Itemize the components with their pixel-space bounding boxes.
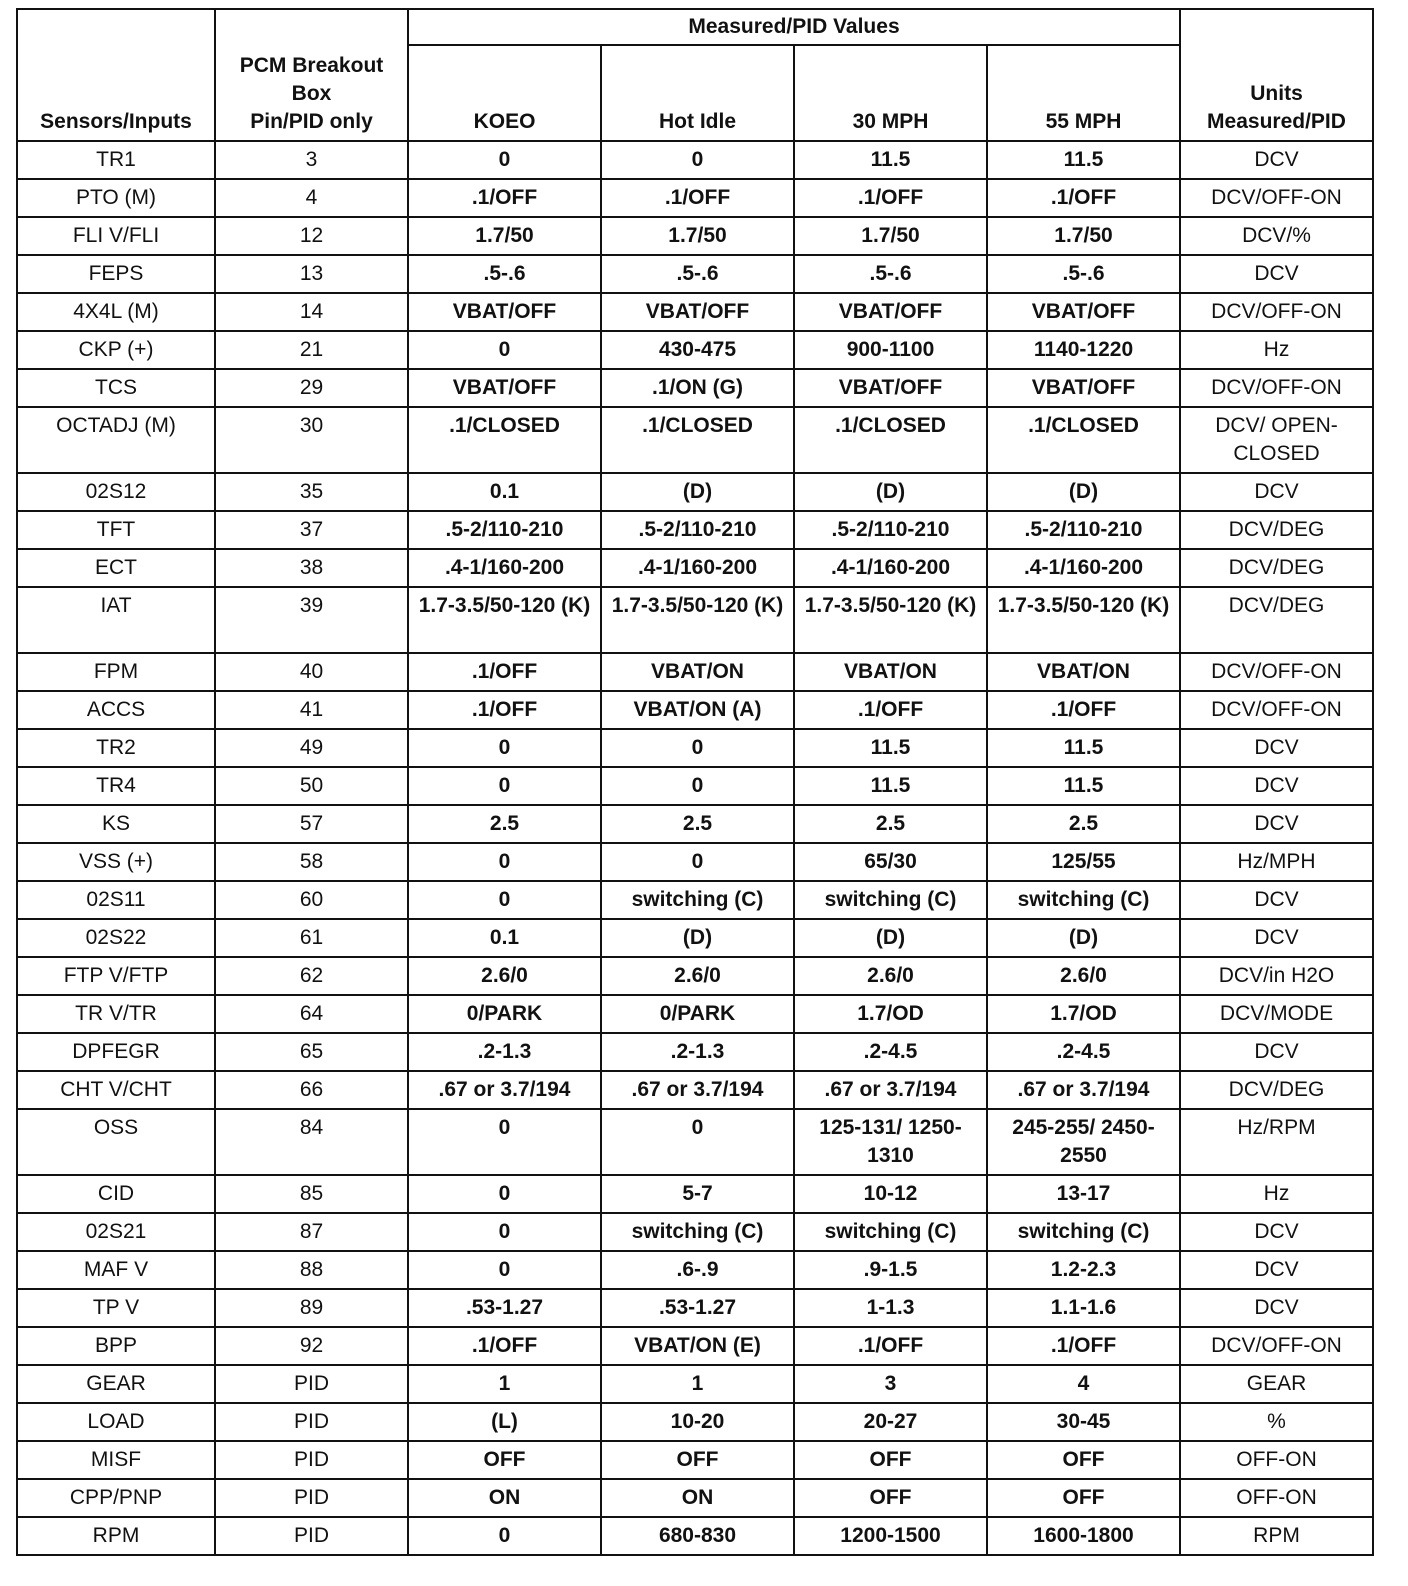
units-cell: DCV/in H2O: [1180, 957, 1373, 995]
hot-idle-value-cell: 1: [601, 1365, 794, 1403]
units-cell: DCV: [1180, 255, 1373, 293]
30-mph-value-cell: 1.7-3.5/50-120 (K): [794, 587, 987, 653]
55-mph-value-cell: 4: [987, 1365, 1180, 1403]
koeo-value-cell: .1/OFF: [408, 1327, 601, 1365]
55-mph-value-cell: (D): [987, 919, 1180, 957]
koeo-value-cell: 0: [408, 1517, 601, 1555]
hot-idle-value-cell: 5-7: [601, 1175, 794, 1213]
hot-idle-value-cell: .1/OFF: [601, 179, 794, 217]
pin-pid-cell: PID: [215, 1403, 408, 1441]
55-mph-value-cell: 1.7/50: [987, 217, 1180, 255]
sensor-name-cell: 02S22: [17, 919, 215, 957]
koeo-value-cell: .1/OFF: [408, 179, 601, 217]
pin-pid-cell: 57: [215, 805, 408, 843]
units-cell: DCV: [1180, 1251, 1373, 1289]
table-row: [17, 1251, 1373, 1289]
units-cell: DCV: [1180, 1033, 1373, 1071]
table-row: [17, 293, 1373, 331]
table-row: [17, 995, 1373, 1033]
55-mph-value-cell: 13-17: [987, 1175, 1180, 1213]
table-row: [17, 407, 1373, 473]
30-mph-value-cell: 11.5: [794, 141, 987, 179]
table-row: [17, 179, 1373, 217]
pin-pid-cell: PID: [215, 1365, 408, 1403]
hot-idle-value-cell: .5-2/110-210: [601, 511, 794, 549]
table-row: [17, 549, 1373, 587]
55-mph-value-cell: 1.7-3.5/50-120 (K): [987, 587, 1180, 653]
30-mph-value-cell: VBAT/OFF: [794, 293, 987, 331]
55-mph-header: 55 MPH: [987, 45, 1180, 141]
koeo-value-cell: .1/OFF: [408, 653, 601, 691]
units-cell: %: [1180, 1403, 1373, 1441]
sensor-name-cell: FEPS: [17, 255, 215, 293]
30-mph-value-cell: switching (C): [794, 1213, 987, 1251]
koeo-value-cell: (L): [408, 1403, 601, 1441]
30-mph-value-cell: 900-1100: [794, 331, 987, 369]
55-mph-value-cell: OFF: [987, 1479, 1180, 1517]
30-mph-value-cell: 1.7/OD: [794, 995, 987, 1033]
table-header: [17, 9, 1373, 141]
hot-idle-value-cell: .53-1.27: [601, 1289, 794, 1327]
sensor-name-cell: 02S12: [17, 473, 215, 511]
sensor-name-cell: VSS (+): [17, 843, 215, 881]
pin-pid-cell: 3: [215, 141, 408, 179]
55-mph-value-cell: 1140-1220: [987, 331, 1180, 369]
30-mph-value-cell: 20-27: [794, 1403, 987, 1441]
table-row: [17, 1213, 1373, 1251]
30-mph-value-cell: 10-12: [794, 1175, 987, 1213]
30-mph-value-cell: (D): [794, 919, 987, 957]
units-cell: DCV/DEG: [1180, 1071, 1373, 1109]
pin-pid-cell: 4: [215, 179, 408, 217]
table-row: [17, 729, 1373, 767]
sensor-name-cell: MAF V: [17, 1251, 215, 1289]
units-cell: DCV/OFF-ON: [1180, 691, 1373, 729]
55-mph-value-cell: 125/55: [987, 843, 1180, 881]
sensor-name-cell: TR4: [17, 767, 215, 805]
hot-idle-value-cell: .2-1.3: [601, 1033, 794, 1071]
koeo-value-cell: 1.7/50: [408, 217, 601, 255]
table-row: [17, 141, 1373, 179]
30-mph-value-cell: 125-131/ 1250-1310: [794, 1109, 987, 1175]
sensor-name-cell: CID: [17, 1175, 215, 1213]
units-cell: DCV/%: [1180, 217, 1373, 255]
table-row: [17, 957, 1373, 995]
sensor-name-cell: TR V/TR: [17, 995, 215, 1033]
hot-idle-value-cell: 0/PARK: [601, 995, 794, 1033]
sensor-name-cell: 02S21: [17, 1213, 215, 1251]
units-cell: DCV: [1180, 919, 1373, 957]
pin-pid-cell: 62: [215, 957, 408, 995]
table-row: [17, 1517, 1373, 1555]
55-mph-value-cell: 30-45: [987, 1403, 1180, 1441]
table-row: [17, 1109, 1373, 1175]
55-mph-value-cell: (D): [987, 473, 1180, 511]
koeo-value-cell: 0: [408, 1109, 601, 1175]
sensor-name-cell: IAT: [17, 587, 215, 653]
koeo-value-cell: .2-1.3: [408, 1033, 601, 1071]
pin-pid-cell: 21: [215, 331, 408, 369]
55-mph-value-cell: OFF: [987, 1441, 1180, 1479]
hot-idle-value-cell: 1.7-3.5/50-120 (K): [601, 587, 794, 653]
table-row: [17, 511, 1373, 549]
hot-idle-value-cell: 2.5: [601, 805, 794, 843]
hot-idle-value-cell: 0: [601, 843, 794, 881]
koeo-value-cell: .5-.6: [408, 255, 601, 293]
pin-pid-cell: 88: [215, 1251, 408, 1289]
koeo-value-cell: 0: [408, 331, 601, 369]
units-cell: DCV/OFF-ON: [1180, 1327, 1373, 1365]
55-mph-value-cell: .1/OFF: [987, 691, 1180, 729]
sensor-name-cell: CKP (+): [17, 331, 215, 369]
55-mph-value-cell: .5-2/110-210: [987, 511, 1180, 549]
units-cell: DCV: [1180, 729, 1373, 767]
30-mph-value-cell: .1/OFF: [794, 179, 987, 217]
55-mph-value-cell: 1.7/OD: [987, 995, 1180, 1033]
pin-pid-cell: 84: [215, 1109, 408, 1175]
koeo-value-cell: 0: [408, 1213, 601, 1251]
55-mph-value-cell: 11.5: [987, 767, 1180, 805]
sensor-name-cell: TP V: [17, 1289, 215, 1327]
30-mph-value-cell: OFF: [794, 1479, 987, 1517]
pin-pid-cell: PID: [215, 1441, 408, 1479]
units-cell: DCV/ OPEN-CLOSED: [1180, 407, 1373, 473]
sensor-name-cell: MISF: [17, 1441, 215, 1479]
units-cell: DCV/DEG: [1180, 587, 1373, 653]
30-mph-value-cell: VBAT/ON: [794, 653, 987, 691]
table-row: [17, 1479, 1373, 1517]
sensor-name-cell: FPM: [17, 653, 215, 691]
table-row: [17, 653, 1373, 691]
55-mph-value-cell: 1600-1800: [987, 1517, 1180, 1555]
30-mph-value-cell: .1/OFF: [794, 1327, 987, 1365]
sensor-name-cell: BPP: [17, 1327, 215, 1365]
hot-idle-value-cell: .5-.6: [601, 255, 794, 293]
55-mph-value-cell: 2.5: [987, 805, 1180, 843]
hot-idle-header: Hot Idle: [601, 45, 794, 141]
30-mph-value-cell: 1200-1500: [794, 1517, 987, 1555]
units-header: Units Measured/PID: [1180, 9, 1373, 141]
30-mph-value-cell: 65/30: [794, 843, 987, 881]
pin-pid-cell: 38: [215, 549, 408, 587]
table-row: [17, 767, 1373, 805]
55-mph-value-cell: .1/OFF: [987, 1327, 1180, 1365]
koeo-value-cell: 0.1: [408, 473, 601, 511]
pin-pid-cell: 13: [215, 255, 408, 293]
55-mph-value-cell: .4-1/160-200: [987, 549, 1180, 587]
koeo-value-cell: 1.7-3.5/50-120 (K): [408, 587, 601, 653]
koeo-value-cell: .1/OFF: [408, 691, 601, 729]
30-mph-value-cell: 11.5: [794, 767, 987, 805]
units-cell: DCV/DEG: [1180, 549, 1373, 587]
koeo-value-cell: VBAT/OFF: [408, 293, 601, 331]
pin-pid-cell: 87: [215, 1213, 408, 1251]
30-mph-value-cell: 2.5: [794, 805, 987, 843]
hot-idle-value-cell: ON: [601, 1479, 794, 1517]
hot-idle-value-cell: switching (C): [601, 881, 794, 919]
sensor-name-cell: ACCS: [17, 691, 215, 729]
pin-pid-cell: 89: [215, 1289, 408, 1327]
55-mph-value-cell: 11.5: [987, 141, 1180, 179]
30-mph-value-cell: 1-1.3: [794, 1289, 987, 1327]
pin-pid-cell: 14: [215, 293, 408, 331]
table-row: [17, 805, 1373, 843]
sensor-name-cell: LOAD: [17, 1403, 215, 1441]
koeo-value-cell: .67 or 3.7/194: [408, 1071, 601, 1109]
pin-pid-cell: 66: [215, 1071, 408, 1109]
sensor-name-cell: RPM: [17, 1517, 215, 1555]
sensor-name-cell: CPP/PNP: [17, 1479, 215, 1517]
koeo-header: KOEO: [408, 45, 601, 141]
sensor-name-cell: TR1: [17, 141, 215, 179]
hot-idle-value-cell: VBAT/ON (E): [601, 1327, 794, 1365]
hot-idle-value-cell: .1/ON (G): [601, 369, 794, 407]
sensor-name-cell: CHT V/CHT: [17, 1071, 215, 1109]
koeo-value-cell: .1/CLOSED: [408, 407, 601, 473]
55-mph-value-cell: .67 or 3.7/194: [987, 1071, 1180, 1109]
koeo-value-cell: 2.5: [408, 805, 601, 843]
units-cell: Hz: [1180, 1175, 1373, 1213]
30-mph-value-cell: 11.5: [794, 729, 987, 767]
30-mph-value-cell: switching (C): [794, 881, 987, 919]
sensor-name-cell: KS: [17, 805, 215, 843]
pcm-breakout-box-header: PCM Breakout Box Pin/PID only: [215, 9, 408, 141]
units-cell: DCV: [1180, 473, 1373, 511]
hot-idle-value-cell: 2.6/0: [601, 957, 794, 995]
sensor-name-cell: OSS: [17, 1109, 215, 1175]
units-cell: Hz/RPM: [1180, 1109, 1373, 1175]
pin-pid-cell: PID: [215, 1517, 408, 1555]
hot-idle-value-cell: 0: [601, 1109, 794, 1175]
hot-idle-value-cell: 0: [601, 141, 794, 179]
55-mph-value-cell: .1/OFF: [987, 179, 1180, 217]
units-cell: OFF-ON: [1180, 1441, 1373, 1479]
55-mph-value-cell: .2-4.5: [987, 1033, 1180, 1071]
pin-pid-cell: 58: [215, 843, 408, 881]
table-row: [17, 691, 1373, 729]
table-row: [17, 1403, 1373, 1441]
koeo-value-cell: OFF: [408, 1441, 601, 1479]
hot-idle-value-cell: 1.7/50: [601, 217, 794, 255]
table-row: [17, 1327, 1373, 1365]
sensors-inputs-header: Sensors/Inputs: [17, 9, 215, 141]
30-mph-value-cell: .2-4.5: [794, 1033, 987, 1071]
30-mph-header: 30 MPH: [794, 45, 987, 141]
pin-pid-cell: PID: [215, 1479, 408, 1517]
pin-pid-cell: 41: [215, 691, 408, 729]
table-row: [17, 1033, 1373, 1071]
units-cell: OFF-ON: [1180, 1479, 1373, 1517]
pin-pid-cell: 61: [215, 919, 408, 957]
55-mph-value-cell: switching (C): [987, 1213, 1180, 1251]
30-mph-value-cell: 1.7/50: [794, 217, 987, 255]
units-cell: DCV/MODE: [1180, 995, 1373, 1033]
koeo-value-cell: 1: [408, 1365, 601, 1403]
hot-idle-value-cell: .67 or 3.7/194: [601, 1071, 794, 1109]
units-cell: DCV: [1180, 1213, 1373, 1251]
units-cell: DCV: [1180, 141, 1373, 179]
koeo-value-cell: 0: [408, 1251, 601, 1289]
units-cell: DCV: [1180, 881, 1373, 919]
pin-pid-cell: 12: [215, 217, 408, 255]
55-mph-value-cell: 245-255/ 2450-2550: [987, 1109, 1180, 1175]
table-row: [17, 1071, 1373, 1109]
units-cell: DCV/OFF-ON: [1180, 653, 1373, 691]
pin-pid-cell: 85: [215, 1175, 408, 1213]
table-row: [17, 1175, 1373, 1213]
pin-pid-cell: 50: [215, 767, 408, 805]
hot-idle-value-cell: .1/CLOSED: [601, 407, 794, 473]
pin-pid-cell: 64: [215, 995, 408, 1033]
koeo-value-cell: 0: [408, 843, 601, 881]
55-mph-value-cell: 2.6/0: [987, 957, 1180, 995]
units-cell: DCV/OFF-ON: [1180, 293, 1373, 331]
koeo-value-cell: 0: [408, 141, 601, 179]
sensor-name-cell: TR2: [17, 729, 215, 767]
pin-pid-cell: 65: [215, 1033, 408, 1071]
55-mph-value-cell: 1.1-1.6: [987, 1289, 1180, 1327]
hot-idle-value-cell: 10-20: [601, 1403, 794, 1441]
koeo-value-cell: ON: [408, 1479, 601, 1517]
table-row: [17, 919, 1373, 957]
table-row: [17, 255, 1373, 293]
sensor-name-cell: 02S11: [17, 881, 215, 919]
pin-pid-cell: 37: [215, 511, 408, 549]
30-mph-value-cell: .5-2/110-210: [794, 511, 987, 549]
hot-idle-value-cell: 430-475: [601, 331, 794, 369]
pin-pid-cell: 92: [215, 1327, 408, 1365]
pid-values-table: [16, 8, 1374, 1556]
table-row: [17, 1441, 1373, 1479]
sensor-name-cell: GEAR: [17, 1365, 215, 1403]
table-row: [17, 843, 1373, 881]
koeo-value-cell: 0: [408, 881, 601, 919]
measured-pid-values-header: Measured/PID Values: [408, 9, 1180, 45]
table-row: [17, 587, 1373, 653]
table-row: [17, 1289, 1373, 1327]
30-mph-value-cell: .1/OFF: [794, 691, 987, 729]
30-mph-value-cell: .9-1.5: [794, 1251, 987, 1289]
units-cell: DCV: [1180, 805, 1373, 843]
55-mph-value-cell: 1.2-2.3: [987, 1251, 1180, 1289]
units-cell: GEAR: [1180, 1365, 1373, 1403]
units-cell: DCV: [1180, 767, 1373, 805]
table-body: [17, 141, 1373, 1555]
pin-pid-cell: 29: [215, 369, 408, 407]
units-cell: Hz: [1180, 331, 1373, 369]
pin-pid-cell: 35: [215, 473, 408, 511]
hot-idle-value-cell: VBAT/ON: [601, 653, 794, 691]
sensor-name-cell: 4X4L (M): [17, 293, 215, 331]
sensor-name-cell: TCS: [17, 369, 215, 407]
55-mph-value-cell: VBAT/ON: [987, 653, 1180, 691]
30-mph-value-cell: 2.6/0: [794, 957, 987, 995]
koeo-value-cell: .5-2/110-210: [408, 511, 601, 549]
units-cell: Hz/MPH: [1180, 843, 1373, 881]
30-mph-value-cell: (D): [794, 473, 987, 511]
table-row: [17, 881, 1373, 919]
55-mph-value-cell: VBAT/OFF: [987, 369, 1180, 407]
pin-pid-cell: 40: [215, 653, 408, 691]
koeo-value-cell: .53-1.27: [408, 1289, 601, 1327]
koeo-value-cell: 0.1: [408, 919, 601, 957]
30-mph-value-cell: VBAT/OFF: [794, 369, 987, 407]
sensor-name-cell: FTP V/FTP: [17, 957, 215, 995]
hot-idle-value-cell: 0: [601, 767, 794, 805]
55-mph-value-cell: .5-.6: [987, 255, 1180, 293]
hot-idle-value-cell: .4-1/160-200: [601, 549, 794, 587]
55-mph-value-cell: .1/CLOSED: [987, 407, 1180, 473]
units-cell: RPM: [1180, 1517, 1373, 1555]
hot-idle-value-cell: switching (C): [601, 1213, 794, 1251]
sensor-name-cell: TFT: [17, 511, 215, 549]
hot-idle-value-cell: (D): [601, 919, 794, 957]
hot-idle-value-cell: VBAT/OFF: [601, 293, 794, 331]
units-cell: DCV: [1180, 1289, 1373, 1327]
table-row: [17, 1365, 1373, 1403]
hot-idle-value-cell: 680-830: [601, 1517, 794, 1555]
koeo-value-cell: 0: [408, 1175, 601, 1213]
55-mph-value-cell: switching (C): [987, 881, 1180, 919]
pin-pid-cell: 60: [215, 881, 408, 919]
sensor-name-cell: FLI V/FLI: [17, 217, 215, 255]
pin-pid-cell: 30: [215, 407, 408, 473]
koeo-value-cell: 0/PARK: [408, 995, 601, 1033]
30-mph-value-cell: OFF: [794, 1441, 987, 1479]
sensor-name-cell: ECT: [17, 549, 215, 587]
sensor-name-cell: PTO (M): [17, 179, 215, 217]
30-mph-value-cell: 3: [794, 1365, 987, 1403]
table-row: [17, 473, 1373, 511]
table-row: [17, 331, 1373, 369]
koeo-value-cell: VBAT/OFF: [408, 369, 601, 407]
koeo-value-cell: .4-1/160-200: [408, 549, 601, 587]
55-mph-value-cell: VBAT/OFF: [987, 293, 1180, 331]
pin-pid-cell: 39: [215, 587, 408, 653]
sensor-name-cell: OCTADJ (M): [17, 407, 215, 473]
table-row: [17, 217, 1373, 255]
hot-idle-value-cell: OFF: [601, 1441, 794, 1479]
30-mph-value-cell: .67 or 3.7/194: [794, 1071, 987, 1109]
pin-pid-cell: 49: [215, 729, 408, 767]
sensor-name-cell: DPFEGR: [17, 1033, 215, 1071]
koeo-value-cell: 2.6/0: [408, 957, 601, 995]
table-row: [17, 369, 1373, 407]
hot-idle-value-cell: 0: [601, 729, 794, 767]
hot-idle-value-cell: VBAT/ON (A): [601, 691, 794, 729]
hot-idle-value-cell: (D): [601, 473, 794, 511]
koeo-value-cell: 0: [408, 767, 601, 805]
units-cell: DCV/OFF-ON: [1180, 179, 1373, 217]
units-cell: DCV/OFF-ON: [1180, 369, 1373, 407]
units-cell: DCV/DEG: [1180, 511, 1373, 549]
30-mph-value-cell: .1/CLOSED: [794, 407, 987, 473]
30-mph-value-cell: .5-.6: [794, 255, 987, 293]
koeo-value-cell: 0: [408, 729, 601, 767]
30-mph-value-cell: .4-1/160-200: [794, 549, 987, 587]
55-mph-value-cell: 11.5: [987, 729, 1180, 767]
hot-idle-value-cell: .6-.9: [601, 1251, 794, 1289]
